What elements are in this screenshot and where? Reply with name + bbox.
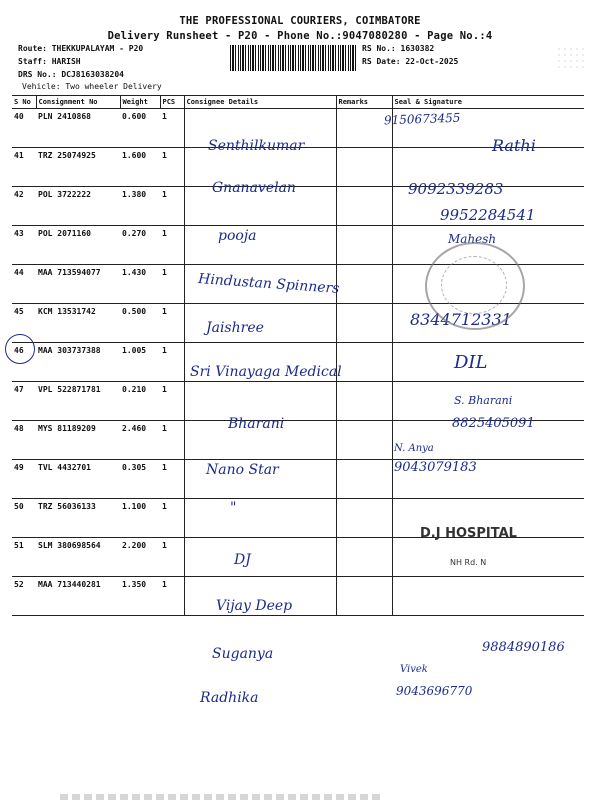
signature-phone: 8825405091 (452, 416, 535, 431)
cell-sno: 42 (12, 187, 36, 226)
cell-pcs: 1 (160, 343, 184, 382)
cell-weight: 0.270 (120, 226, 160, 265)
consignee-handwritten: " (230, 500, 237, 516)
cell-pcs: 1 (160, 226, 184, 265)
runsheet-subtitle: Delivery Runsheet - P20 - Phone No.:9047080280 - Page No.:4 (107, 30, 493, 42)
col-consignee: Consignee Details (184, 96, 336, 109)
col-consignment: Consignment No (36, 96, 120, 109)
cell-sno: 47 (12, 382, 36, 421)
col-signature: Seal & Signature (392, 96, 584, 109)
cell-consignee (184, 499, 336, 538)
cell-consignment: MAA 713440281 (36, 577, 120, 616)
hospital-stamp-text: D.J HOSPITAL (420, 526, 517, 541)
consignee-handwritten: Nano Star (206, 462, 279, 478)
cell-sno: 41 (12, 148, 36, 187)
consignee-handwritten: Jaishree (206, 320, 264, 336)
cell-pcs: 1 (160, 499, 184, 538)
cell-sno: 51 (12, 538, 36, 577)
vehicle-label: Vehicle: Two wheeler Delivery (22, 82, 162, 91)
cell-weight: 0.305 (120, 460, 160, 499)
hospital-stamp-subtext: NH Rd. N (450, 558, 487, 567)
cell-consignment: VPL 522871781 (36, 382, 120, 421)
cell-consignee (184, 382, 336, 421)
cell-weight: 0.500 (120, 304, 160, 343)
cell-sno: 50 (12, 499, 36, 538)
signature-phone: 9150673455 (383, 110, 461, 128)
signature-name: Vivek (400, 664, 428, 675)
col-sno: S No (12, 96, 36, 109)
cell-remarks (336, 304, 392, 343)
cell-pcs: 1 (160, 304, 184, 343)
cell-weight: 1.100 (120, 499, 160, 538)
scan-artifact (60, 794, 380, 800)
cell-pcs: 1 (160, 421, 184, 460)
cell-pcs: 1 (160, 382, 184, 421)
cell-remarks (336, 577, 392, 616)
cell-remarks (336, 421, 392, 460)
cell-consignment: TRZ 25074925 (36, 148, 120, 187)
cell-consignment: MAA 303737388 (36, 343, 120, 382)
cell-signature (392, 577, 584, 616)
staff-label: Staff: HARISH (18, 57, 81, 66)
cell-sno: 43 (12, 226, 36, 265)
scan-noise (556, 46, 586, 72)
cell-signature (392, 343, 584, 382)
consignee-handwritten: Sri Vinayaga Medical (190, 364, 342, 380)
cell-remarks (336, 187, 392, 226)
row-circle-mark (5, 334, 35, 364)
table-row (12, 577, 584, 616)
cell-remarks (336, 343, 392, 382)
consignee-handwritten: Hindustan Spinners (197, 271, 340, 297)
cell-remarks (336, 499, 392, 538)
consignee-handwritten: Senthilkumar (208, 138, 305, 154)
cell-sno: 40 (12, 109, 36, 148)
remark-handwritten: DIL (454, 352, 488, 373)
cell-pcs: 1 (160, 265, 184, 304)
rs-number: RS No.: 1630382 (362, 44, 435, 53)
cell-remarks (336, 265, 392, 304)
cell-consignment: PLN 2410868 (36, 109, 120, 148)
cell-pcs: 1 (160, 460, 184, 499)
cell-consignment: POL 3722222 (36, 187, 120, 226)
cell-weight: 1.005 (120, 343, 160, 382)
cell-remarks (336, 538, 392, 577)
consignee-handwritten: Suganya (212, 646, 274, 662)
consignee-handwritten: Radhika (200, 690, 259, 706)
cell-sno: 45 (12, 304, 36, 343)
cell-remarks (336, 148, 392, 187)
cell-consignment: POL 2071160 (36, 226, 120, 265)
signature-phone: 9043079183 (394, 460, 477, 475)
round-seal-stamp (425, 242, 525, 330)
signature-phone: 9043696770 (396, 684, 473, 698)
cell-weight: 1.380 (120, 187, 160, 226)
cell-consignment: MAA 713594077 (36, 265, 120, 304)
cell-pcs: 1 (160, 187, 184, 226)
cell-remarks (336, 226, 392, 265)
cell-weight: 2.460 (120, 421, 160, 460)
cell-sno: 49 (12, 460, 36, 499)
cell-weight: 1.350 (120, 577, 160, 616)
cell-signature (392, 538, 584, 577)
consignee-handwritten: Vijay Deep (216, 598, 293, 614)
cell-sno: 46 (12, 343, 36, 382)
cell-consignment: KCM 13531742 (36, 304, 120, 343)
cell-remarks (336, 460, 392, 499)
signature-phone: 8344712331 (410, 310, 512, 329)
cell-pcs: 1 (160, 148, 184, 187)
company-title: THE PROFESSIONAL COURIERS, COIMBATORE (179, 15, 421, 27)
cell-consignee (184, 538, 336, 577)
cell-weight: 1.600 (120, 148, 160, 187)
table-row (12, 460, 584, 499)
cell-weight: 0.210 (120, 382, 160, 421)
rs-date: RS Date: 22-Oct-2025 (362, 57, 459, 66)
signature-phone: 9092339283 (408, 180, 504, 198)
consignee-handwritten: Bharani (228, 416, 285, 432)
cell-sno: 44 (12, 265, 36, 304)
signature-name: Rathi (492, 136, 536, 155)
drs-number: DRS No.: DCJ8163038204 (18, 70, 124, 79)
cell-consignment: SLM 380698564 (36, 538, 120, 577)
table-row (12, 538, 584, 577)
signature-name: N. Anya (394, 443, 434, 454)
col-pcs: PCS (160, 96, 184, 109)
cell-sno: 52 (12, 577, 36, 616)
consignee-handwritten: pooja (218, 228, 257, 244)
barcode (230, 45, 358, 71)
cell-consignment: MYS 81189209 (36, 421, 120, 460)
cell-weight: 0.600 (120, 109, 160, 148)
table-header (12, 96, 584, 109)
cell-weight: 2.200 (120, 538, 160, 577)
cell-consignment: TRZ 56036133 (36, 499, 120, 538)
signature-phone: 9884890186 (482, 640, 565, 655)
consignee-handwritten: DJ (234, 552, 251, 568)
col-remarks: Remarks (336, 96, 392, 109)
cell-pcs: 1 (160, 109, 184, 148)
cell-consignment: TVL 4432701 (36, 460, 120, 499)
cell-weight: 1.430 (120, 265, 160, 304)
route-label: Route: THEKKUPALAYAM - P20 (18, 44, 144, 53)
signature-name: S. Bharani (454, 394, 513, 407)
col-weight: Weight (120, 96, 160, 109)
signature-phone: 9952284541 (440, 206, 536, 224)
cell-remarks (336, 382, 392, 421)
cell-consignee (184, 226, 336, 265)
cell-pcs: 1 (160, 538, 184, 577)
cell-pcs: 1 (160, 577, 184, 616)
consignee-handwritten: Gnanavelan (212, 180, 296, 196)
signature-name: Mahesh (448, 232, 497, 246)
cell-sno: 48 (12, 421, 36, 460)
